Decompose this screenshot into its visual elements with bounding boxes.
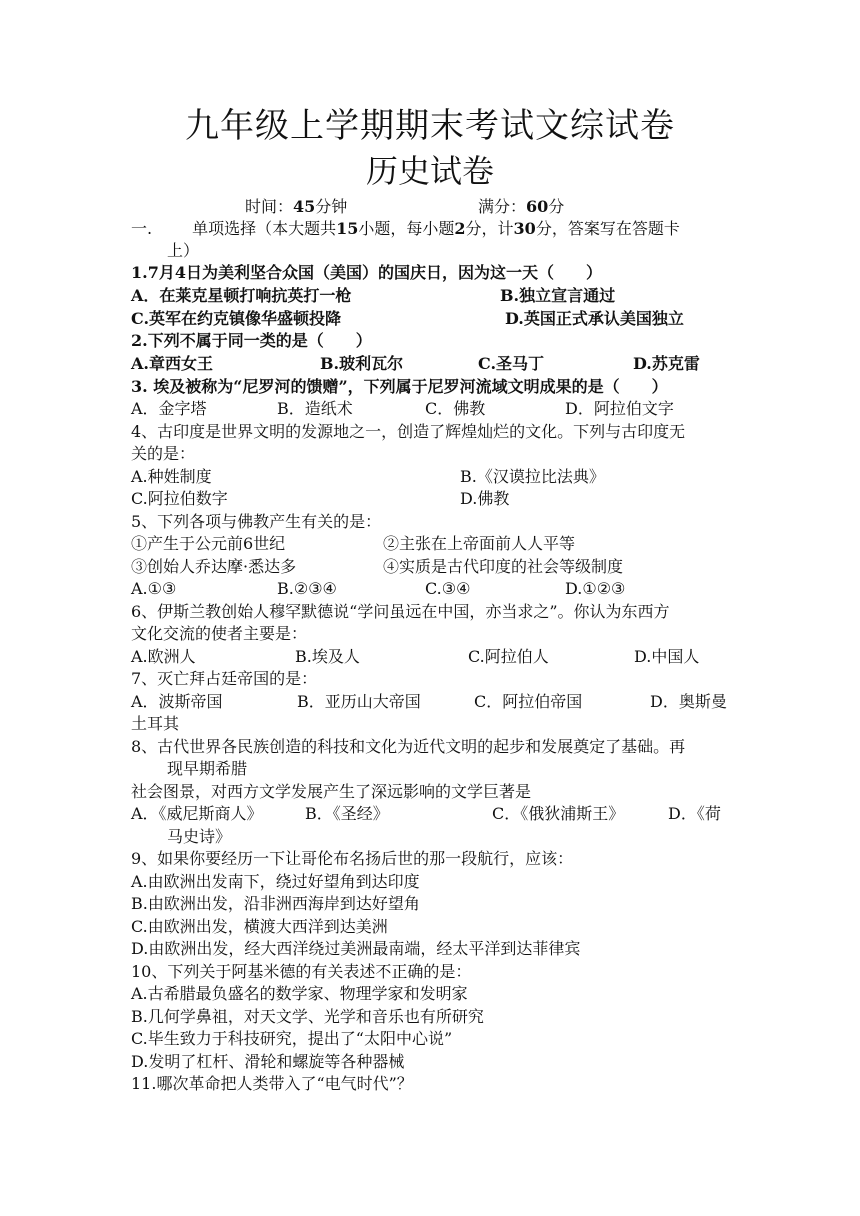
q1-option-a: A．在莱克星顿打响抗英打一枪 — [131, 286, 352, 305]
q8-option-d-cont: 马史诗》 — [167, 827, 232, 846]
q4-stem-line1: 4、古印度是世界文明的发源地之一，创造了辉煌灿烂的文化。下列与古印度无 — [131, 422, 686, 441]
q6-option-b: B.埃及人 — [295, 647, 360, 666]
q1-stem: 1.7月4日为美利坚合众国（美国）的国庆日，因为这一天（ ） — [131, 263, 602, 282]
q9-option-a: A.由欧洲出发南下，绕过好望角到达印度 — [131, 872, 420, 891]
q5-item-1: ①产生于公元前6世纪 — [131, 534, 286, 553]
q9-option-c: C.由欧洲出发，横渡大西洋到达美洲 — [131, 917, 388, 936]
q4-stem-line2: 关的是： — [131, 444, 196, 463]
q5-stem: 5、下列各项与佛教产生有关的是： — [131, 512, 382, 531]
q4-option-d: D.佛教 — [460, 489, 510, 508]
time-info — [245, 196, 347, 218]
q7-option-a: A．波斯帝国 — [131, 692, 223, 711]
q8-option-b: B．《圣经》 — [305, 804, 389, 823]
q7-stem: 7、灭亡拜占廷帝国的是： — [131, 669, 318, 688]
q6-option-c: C.阿拉伯人 — [468, 647, 549, 666]
q5-option-c: C.③④ — [425, 579, 471, 598]
score-unit: 分 — [548, 197, 565, 216]
q2-option-c: C.圣马丁 — [478, 354, 545, 373]
q10-stem: 10、下列关于阿基米德的有关表述不正确的是： — [131, 962, 472, 981]
q5-item-2: ②主张在上帝面前人人平等 — [383, 534, 576, 553]
q1-option-b: B.独立宣言通过 — [500, 286, 616, 305]
q3-option-b: B．造纸术 — [277, 399, 353, 418]
q8-stem-line2: 现早期希腊 — [167, 759, 248, 778]
section-total: 30 — [513, 219, 536, 238]
q10-option-c: C.毕生致力于科技研究，提出了“太阳中心说” — [131, 1029, 453, 1048]
q5-item-4: ④实质是古代印度的社会等级制度 — [383, 557, 624, 576]
q9-stem: 9、如果你要经历一下让哥伦布名扬后世的那一段航行，应该： — [131, 849, 574, 868]
section-points: 2 — [454, 219, 466, 238]
q9-option-b: B.由欧洲出发，沿非洲西海岸到达好望角 — [131, 894, 420, 913]
q3-option-a: A．金字塔 — [131, 399, 207, 418]
q5-option-d: D.①②③ — [565, 579, 626, 598]
q3-stem: 3. 埃及被称为“尼罗河的馈赠”，下列属于尼罗河流域文明成果的是（ ） — [131, 377, 668, 396]
q10-option-b: B.几何学鼻祖，对天文学、光学和音乐也有所研究 — [131, 1007, 484, 1026]
score-label: 满分： — [478, 197, 527, 216]
exam-title: 九年级上学期期末考试文综试卷 — [185, 106, 675, 146]
section-header-cont: 上） — [167, 241, 200, 260]
q2-stem: 2.下列不属于同一类的是（ ） — [131, 331, 372, 350]
q1-option-d: D.英国正式承认美国独立 — [505, 309, 684, 328]
q8-stem-line1: 8、古代世界各民族创造的科技和文化为近代文明的起步和发展奠定了基础。再 — [131, 737, 686, 756]
section-number: 一. — [131, 219, 153, 238]
q10-option-a: A.古希腊最负盛名的数学家、物理学家和发明家 — [131, 984, 468, 1003]
q8-option-d: D．《荷 — [668, 804, 721, 823]
q7-option-d: D．奥斯曼 — [650, 692, 727, 711]
score-value: 60 — [526, 197, 549, 216]
section-count: 15 — [336, 219, 359, 238]
time-unit: 分钟 — [315, 197, 348, 216]
q7-option-d-cont: 土耳其 — [131, 714, 180, 733]
q4-option-c: C.阿拉伯数字 — [131, 489, 228, 508]
time-label: 时间： — [245, 197, 294, 216]
q10-option-d: D.发明了杠杆、滑轮和螺旋等各种器械 — [131, 1052, 405, 1071]
q6-option-d: D.中国人 — [634, 647, 700, 666]
q8-option-a: A．《威尼斯商人》 — [131, 804, 263, 823]
q5-option-b: B.②③④ — [277, 579, 337, 598]
q11-stem: 11.哪次革命把人类带入了“电气时代”？ — [131, 1074, 413, 1093]
q5-item-3: ③创始人乔达摩·悉达多 — [131, 557, 297, 576]
q6-stem-line2: 文化交流的使者主要是： — [131, 624, 308, 643]
exam-subtitle: 历史试卷 — [365, 152, 494, 190]
section-title-part: 分，答案写在答题卡 — [535, 219, 680, 238]
q5-option-a: A.①③ — [131, 579, 177, 598]
q6-stem-line1: 6、伊斯兰教创始人穆罕默德说“学问虽远在中国，亦当求之”。你认为东西方 — [131, 602, 670, 621]
q3-option-d: D．阿拉伯文字 — [565, 399, 674, 418]
section-title-part: 单项选择（本大题共 — [192, 219, 337, 238]
q9-option-d: D.由欧洲出发，经大西洋绕过美洲最南端，经太平洋到达菲律宾 — [131, 939, 581, 958]
time-value: 45 — [293, 197, 316, 216]
q8-option-c: C．《俄狄浦斯王》 — [492, 804, 625, 823]
section-header — [131, 218, 680, 240]
q6-option-a: A.欧洲人 — [131, 647, 196, 666]
q2-option-a: A.章西女王 — [131, 354, 213, 373]
q2-option-d: D.苏克雷 — [633, 354, 700, 373]
q7-option-b: B．亚历山大帝国 — [297, 692, 421, 711]
q3-option-c: C．佛教 — [425, 399, 486, 418]
q4-option-b: B.《汉谟拉比法典》 — [460, 467, 605, 486]
section-title-part: 分，计 — [465, 219, 514, 238]
section-title-part: 小题，每小题 — [358, 219, 455, 238]
q7-option-c: C．阿拉伯帝国 — [474, 692, 583, 711]
q4-option-a: A.种姓制度 — [131, 467, 212, 486]
score-info — [478, 196, 564, 218]
q8-stem-line3: 社会图景，对西方文学发展产生了深远影响的文学巨著是 — [131, 782, 532, 801]
q1-option-c: C.英军在约克镇像华盛顿投降 — [131, 309, 342, 328]
q2-option-b: B.玻利瓦尔 — [320, 354, 404, 373]
